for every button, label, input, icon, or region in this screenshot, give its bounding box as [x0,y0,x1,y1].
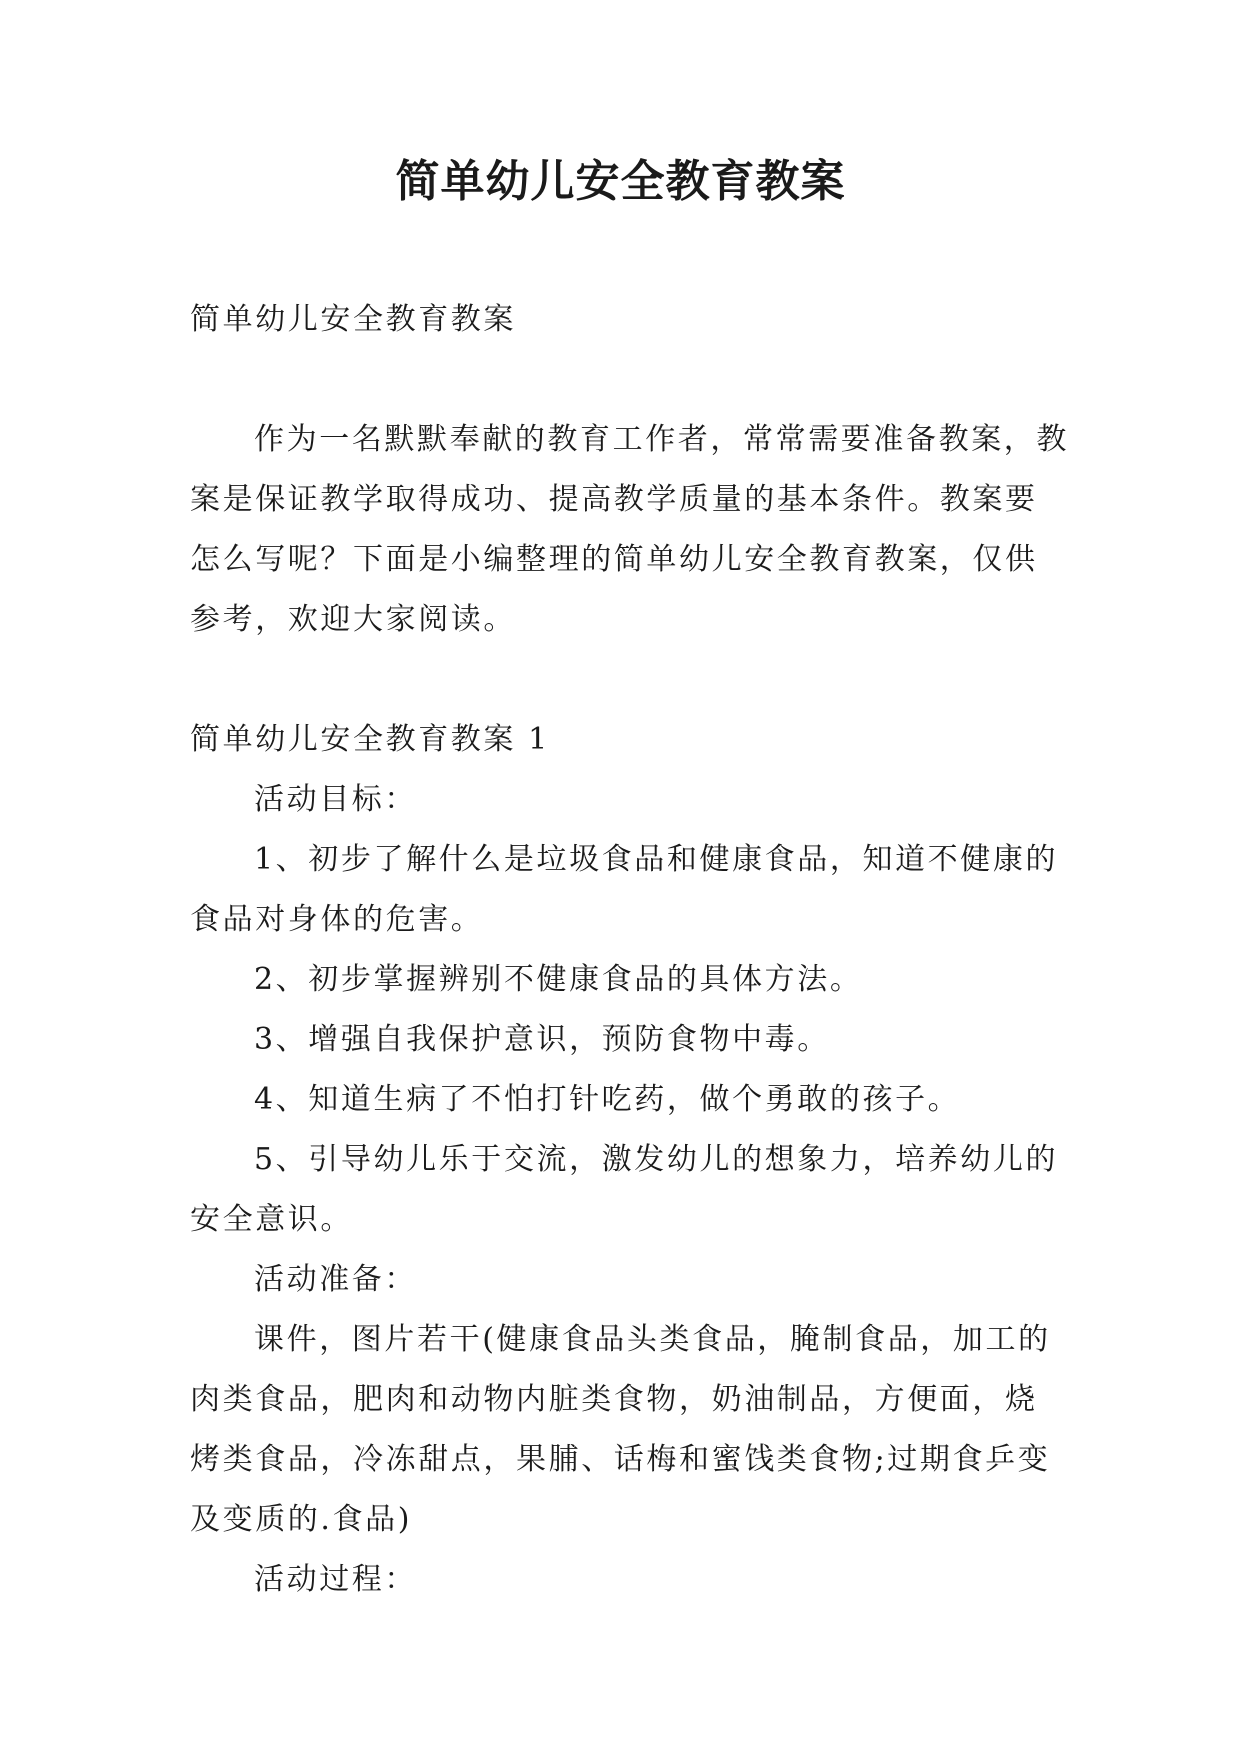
process-heading: 活动过程： [254,1562,417,1597]
document-body [190,290,1070,1610]
prep-heading: 活动准备： [254,1262,417,1297]
goals-heading: 活动目标： [254,782,417,817]
goal-item: 3、增强自我保护意识，预防食物中毒。 [254,1022,830,1057]
intro-paragraph: 作为一名默默奉献的教育工作者，常常需要准备教案，教案是保证教学取得成功、提高教学质量的基本条件。教案要怎么写呢？下面是小编整理的简单幼儿安全教育教案，仅供参考，欢迎大家阅读。 [190,422,1069,637]
goal-item: 4、知道生病了不怕打针吃药，做个勇敢的孩子。 [254,1082,961,1117]
document-title: 简单幼儿安全教育教案 [395,156,846,207]
goal-item: 2、初步掌握辨别不健康食品的具体方法。 [254,962,863,997]
goal-item: 1、初步了解什么是垃圾食品和健康食品，知道不健康的食品对身体的危害。 [190,842,1059,937]
document-subtitle: 简单幼儿安全教育教案 [190,302,516,337]
goal-item: 5、引导幼儿乐于交流，激发幼儿的想象力，培养幼儿的安全意识。 [190,1142,1059,1237]
section-heading: 简单幼儿安全教育教案 1 [190,722,550,757]
prep-paragraph: 课件，图片若干(健康食品头类食品，腌制食品，加工的肉类食品，肥肉和动物内脏类食物，奶油制品，方便面，烧烤类食品，冷冻甜点，果脯、话梅和蜜饯类食物;过期食乒变及变质的.食品) [190,1322,1051,1537]
